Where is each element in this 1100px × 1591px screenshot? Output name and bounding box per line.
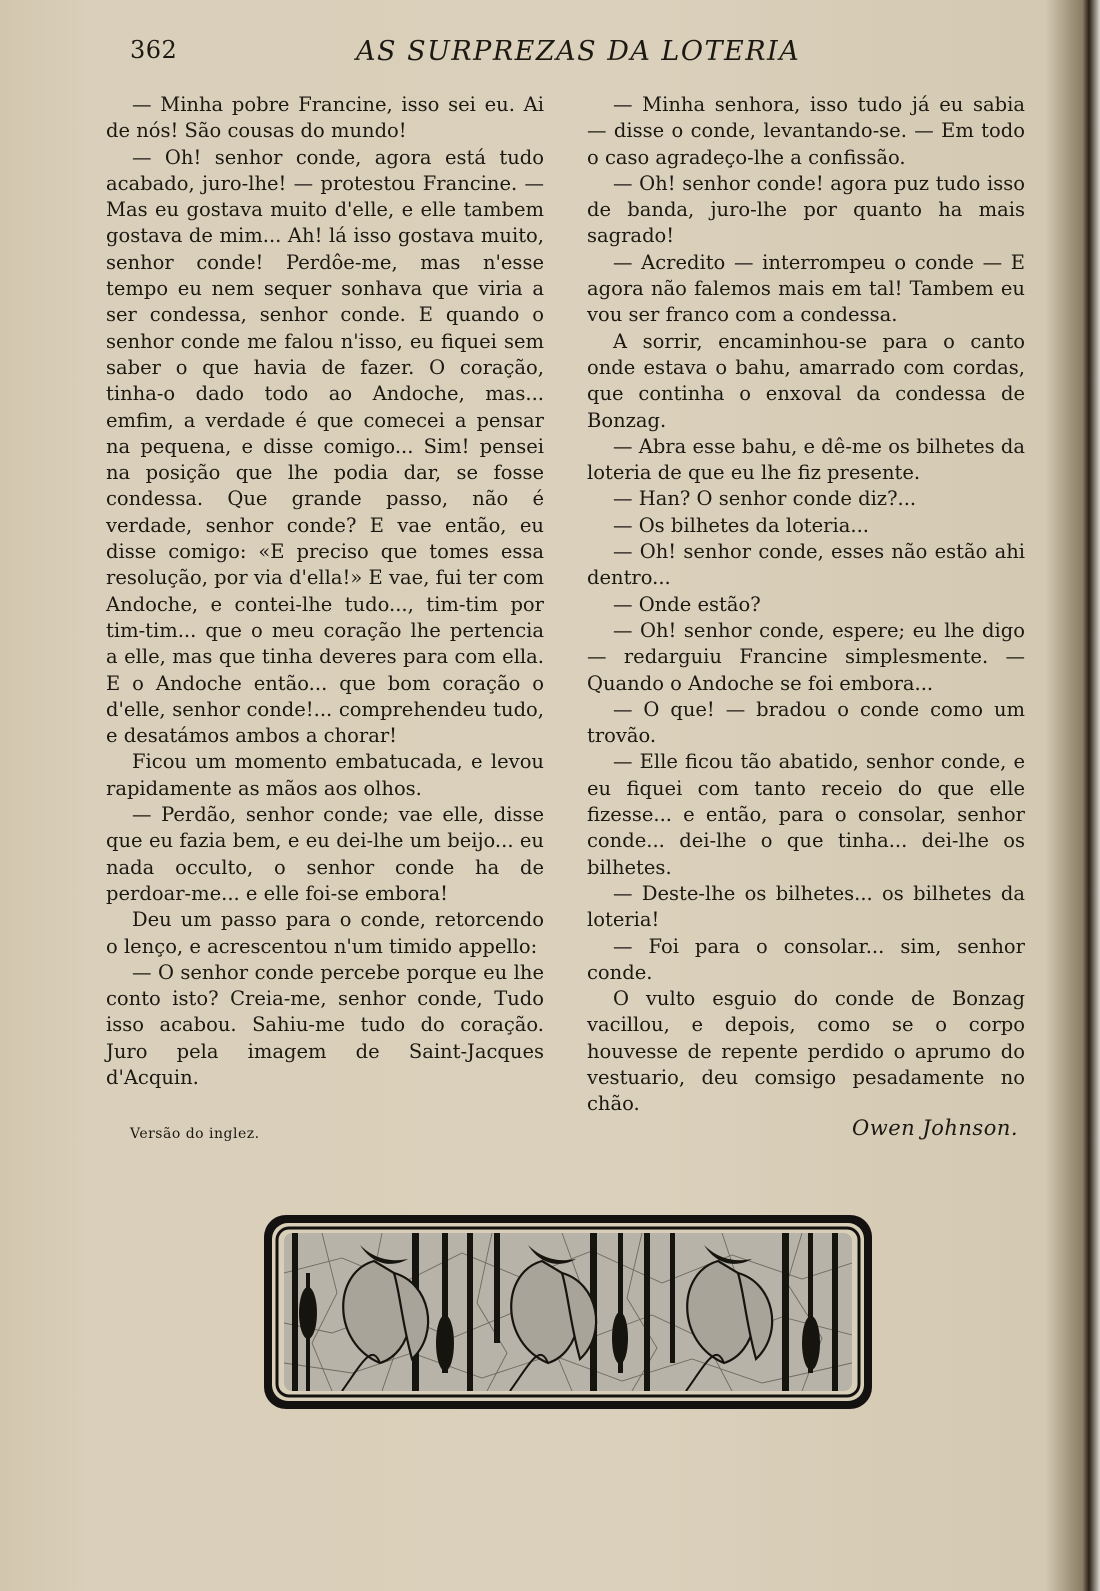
- paragraph: — Oh! senhor conde, esses não estão ahi dentro...: [587, 540, 1025, 590]
- translation-note: Versão do inglez.: [130, 1126, 260, 1142]
- paragraph: — Minha pobre Francine, isso sei eu. Ai de nós! São cousas do mundo!: [106, 93, 544, 143]
- paragraph: — Han? O senhor conde diz?...: [613, 487, 917, 511]
- paragraph: — Oh! senhor conde! agora puz tudo isso de banda, juro-lhe por quanto ha mais sagrado!: [587, 171, 1025, 248]
- author-signature: Owen Johnson.: [852, 1116, 1019, 1140]
- paragraph: Deu um passo para o conde, retorcendo o lenço, e acrescentou n'um timido appello:: [106, 908, 544, 958]
- paragraph: — Oh! senhor conde, espere; eu lhe digo — redarguiu Francine simplesmente. — Quando o Andoche se foi embora...: [587, 618, 1025, 695]
- paragraph: — Onde estão?: [613, 592, 761, 616]
- paragraph: — Elle ficou tão abatido, senhor conde, e eu fiquei com tanto receio do que elle fizesse... e então, para o consolar, senhor conde... dei-lhe o que tinha... dei-lhe os bilhetes.: [587, 750, 1025, 879]
- paragraph: — Foi para o consolar... sim, senhor conde.: [587, 934, 1025, 984]
- running-title: AS SURPREZAS DA LOTERIA: [356, 36, 801, 67]
- lily-cattail-panel-icon: [262, 1213, 874, 1411]
- paragraph: — Oh! senhor conde, agora está tudo acabado, juro-lhe! — protestou Francine. — Mas eu gostava muito d'elle, e elle tambem gostava de mim... Ah! lá isso gostava muito, senhor conde! Perdôe-me, mas n'esse tempo eu nem sequer sonhava que viria a ser condessa, senhor conde. E quando o senhor conde me falou n'isso, eu fiquei sem saber o que havia de fazer. O coração, tinha-o dado todo ao Andoche, mas... emfim, a verdade é que comecei a pensar na pequena, e disse comigo... Sim! pensei na posição que lhe podia dar, se fosse condessa. Que grande passo, não é verdade, senhor conde? E vae então, eu disse comigo: «E preciso que tomes essa resolução, por via d'ella!» E vae, fui ter com Andoche, e contei-lhe tudo..., tim-tim por tim-tim... que o meu coração lhe pertencia a elle, mas que tinha deveres para com ella. E o Andoche então... que bom coração o d'elle, senhor conde!... comprehendeu tudo, e desatámos ambos a chorar!: [106, 145, 544, 748]
- paragraph: — Os bilhetes da loteria...: [613, 513, 869, 537]
- paragraph: — Deste-lhe os bilhetes... os bilhetes da loteria!: [587, 881, 1025, 932]
- paragraph: A sorrir, encaminhou-se para o canto onde estava o bahu, amarrado com cordas, que continha o enxoval da condessa de Bonzag.: [587, 329, 1025, 432]
- right-column: [587, 92, 1025, 1118]
- paragraph: — Abra esse bahu, e dê-me os bilhetes da loteria de que eu lhe fiz presente.: [587, 434, 1025, 485]
- paragraph: — Minha senhora, isso tudo já eu sabia — disse o conde, levantando-se. — Em todo o caso agradeço-lhe a confissão.: [587, 93, 1025, 169]
- page-number: 362: [130, 36, 178, 64]
- page-header: [130, 36, 1030, 72]
- paragraph: — Acredito — interrompeu o conde — E agora não falemos mais em tal! Tambem eu vou ser franco com a condessa.: [587, 250, 1025, 327]
- paragraph: Ficou um momento embatucada, e levou rapidamente as mãos aos olhos.: [106, 750, 544, 800]
- left-column: [106, 92, 544, 1091]
- paragraph: O vulto esguio do conde de Bonzag vacillou, e depois, como se o corpo houvesse de repente perdido o aprumo do vestuario, deu comsigo pesadamente no chão.: [587, 987, 1025, 1116]
- paragraph: — O senhor conde percebe porque eu lhe conto isto? Creia-me, senhor conde, Tudo isso acabou. Sahiu-me tudo do coração. Juro pela imagem de Saint-Jacques d'Acquin.: [106, 960, 544, 1089]
- paragraph: — Perdão, senhor conde; vae elle, disse que eu fazia bem, e eu dei-lhe um beijo... eu nada occulto, o senhor conde ha de perdoar-me... e elle foi-se embora!: [106, 803, 544, 905]
- paragraph: — O que! — bradou o conde como um trovão.: [587, 697, 1025, 748]
